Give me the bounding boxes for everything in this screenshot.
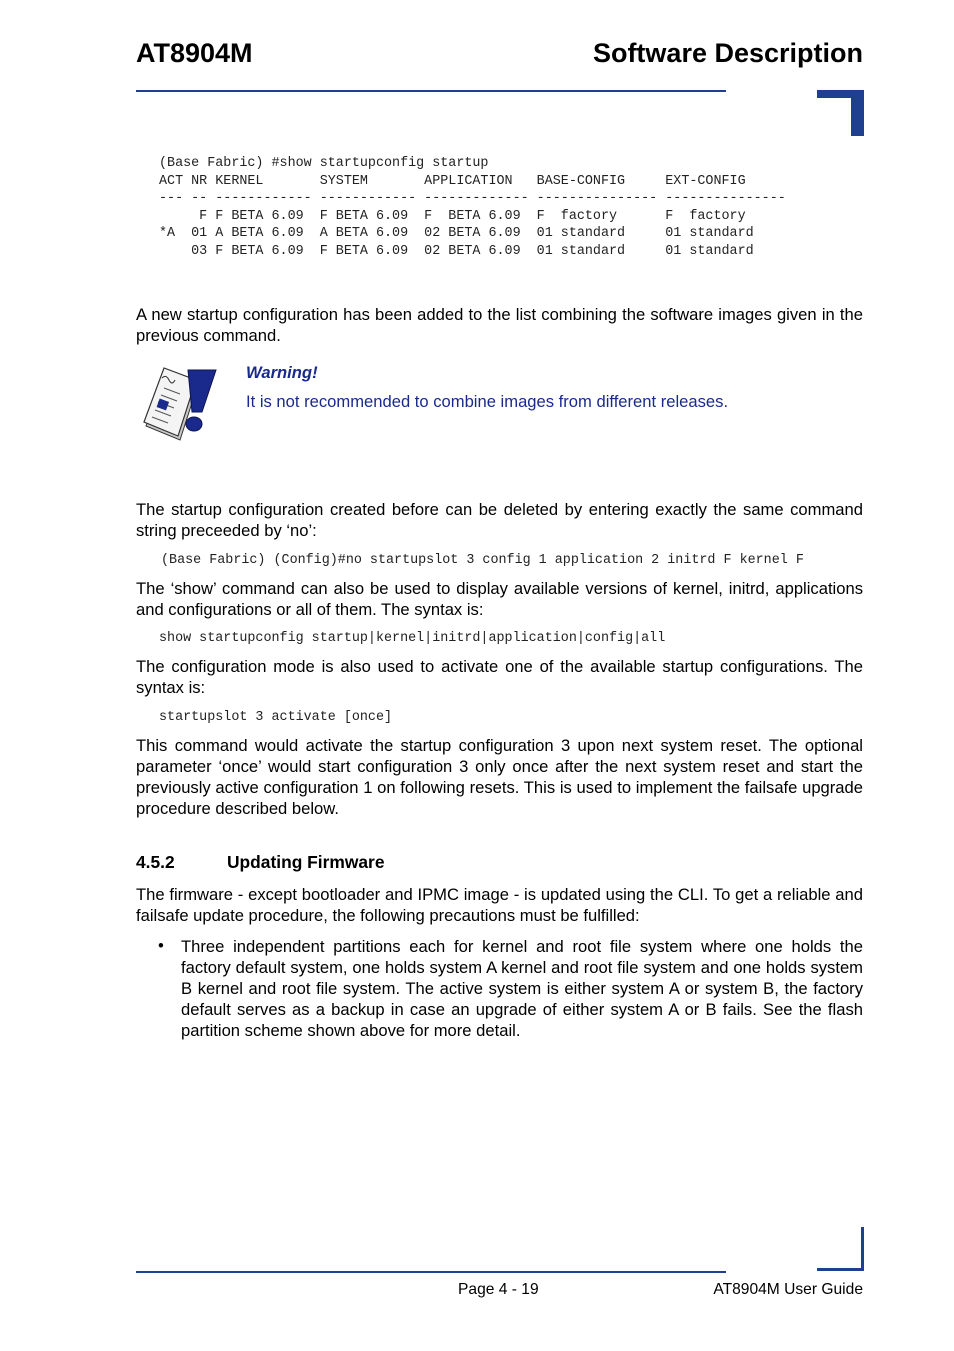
paragraph-show-command: The ‘show’ command can also be used to display available versions of kernel, initrd, applications and configurations or all of them. The syntax is:	[136, 579, 863, 619]
code-no-startupslot: (Base Fabric) (Config)#no startupslot 3 config 1 application 2 initrd F kernel F	[161, 553, 804, 568]
header-rule	[136, 90, 726, 92]
section-title: Updating Firmware	[227, 852, 385, 872]
footer-guide-title: AT8904M User Guide	[713, 1281, 863, 1298]
header-product-title: AT8904M	[136, 38, 253, 68]
paragraph-delete-startup-config: The startup configuration created before can be deleted by entering exactly the same command string preceeded by ‘no’:	[136, 500, 863, 540]
footer-page-number: Page 4 - 19	[458, 1281, 539, 1298]
warning-text: It is not recommended to combine images from different releases.	[246, 392, 729, 411]
paragraph-firmware-update: The firmware - except bootloader and IPMC image - is updated using the CLI. To get a reliable and failsafe update procedure, the following precautions must be fulfilled:	[136, 885, 863, 925]
section-number: 4.5.2	[136, 852, 175, 872]
footer-corner-mark-vertical	[861, 1227, 864, 1271]
code-show-syntax: show startupconfig startup|kernel|initrd|application|config|all	[159, 631, 666, 646]
code-activate-syntax: startupslot 3 activate [once]	[159, 710, 393, 725]
code-startupconfig-table: (Base Fabric) #show startupconfig startup ACT NR KERNEL SYSTEM APPLICATION BASE-CONFIG EXT-CONFIG --- -- ------------ ------------ ------------- --------------- --------------- F F BETA 6.09 F BETA 6.09 F BETA 6.09 F factory F factory *A 01 A BETA 6.09 A BETA 6.09 02 BETA 6.09 01 standard 01 standard 03 F BETA 6.09 F BETA 6.09 02 BETA 6.09 01 standard 01 standard	[159, 156, 786, 259]
footer-rule	[136, 1271, 726, 1273]
header-corner-mark-vertical	[851, 90, 864, 136]
footer-corner-mark	[817, 1268, 864, 1271]
section-heading	[136, 852, 385, 873]
bullet-marker: •	[158, 936, 164, 955]
warning-document-icon	[140, 364, 222, 444]
header-chapter-title: Software Description	[592, 38, 863, 68]
paragraph-new-startup-config: A new startup configuration has been added to the list combining the software images given in the previous command.	[136, 305, 863, 345]
paragraph-activate-mode: The configuration mode is also used to activate one of the available startup configurations. The syntax is:	[136, 657, 863, 697]
warning-title: Warning!	[246, 363, 318, 382]
bullet-partitions-text: Three independent partitions each for kernel and root file system where one holds the factory default system, one holds system A kernel and root file system and one holds system B kernel and root file system. The active system is either system A or system B, the factory default serves as a backup in case an upgrade of either system A or B fails. See the flash partition scheme shown above for more detail.	[181, 937, 863, 1040]
paragraph-activate-explanation: This command would activate the startup configuration 3 upon next system reset. The optional parameter ‘once’ would start configuration 3 only once after the next system reset and start the previously active configuration 1 on following resets. This is used to implement the failsafe upgrade procedure described below.	[136, 736, 863, 818]
